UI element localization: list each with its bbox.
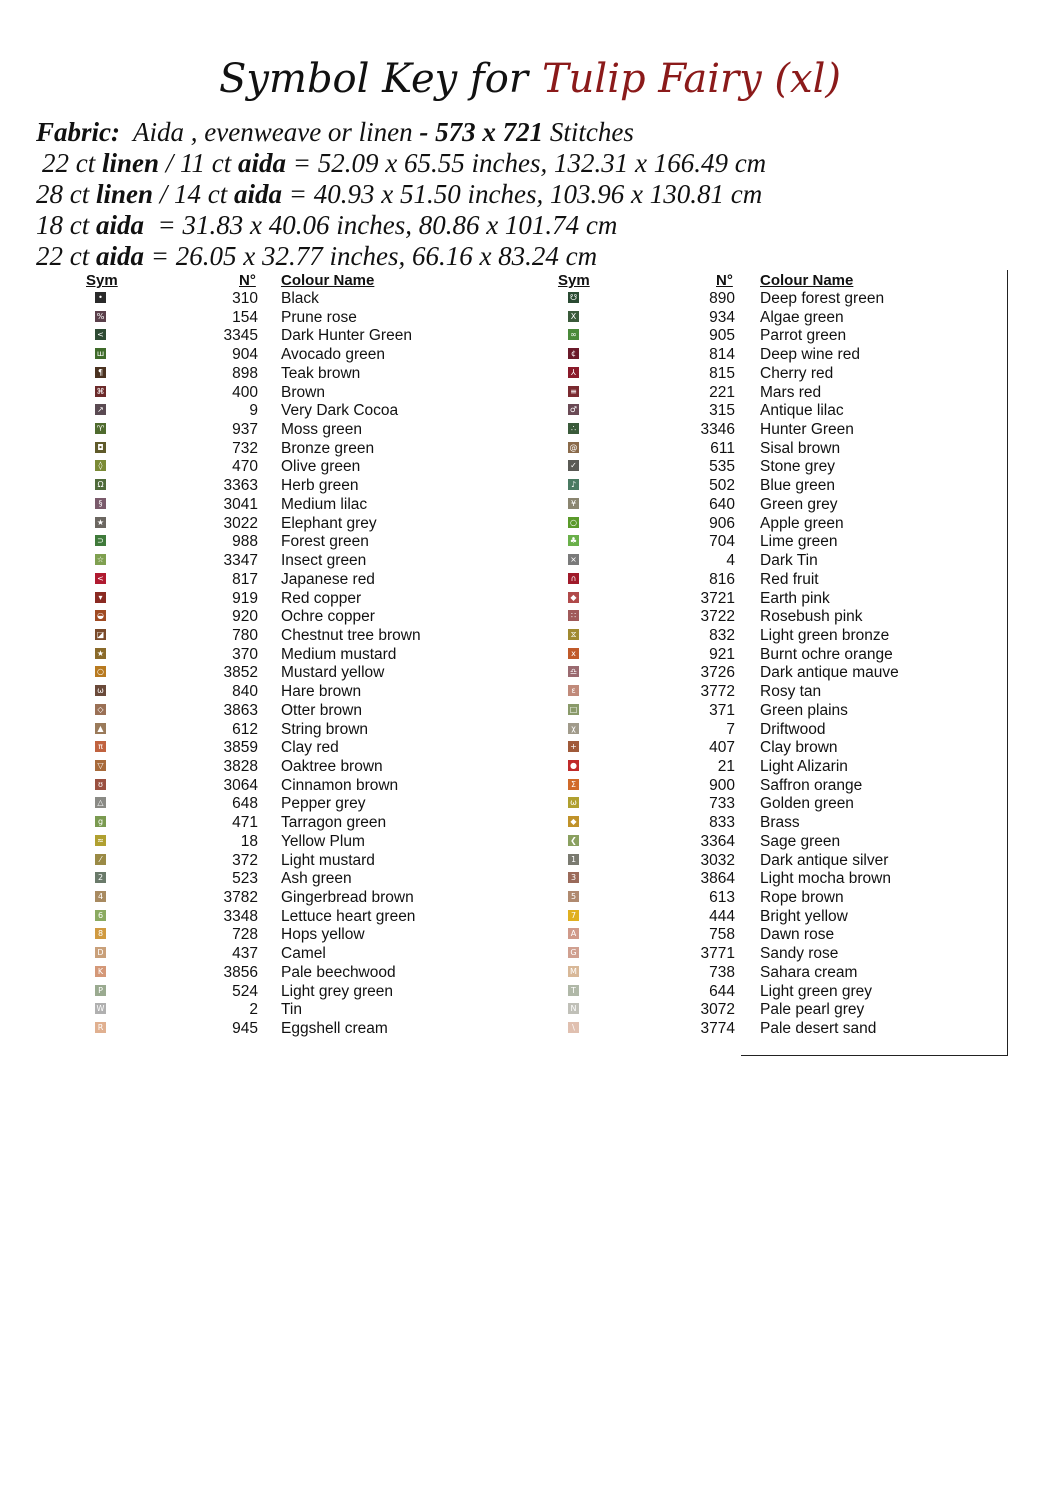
color-swatch: ☋ (569, 293, 578, 302)
dmc-number: 738 (709, 963, 735, 981)
colour-name: Sisal brown (760, 439, 841, 457)
dmc-number: 3771 (700, 945, 735, 963)
dmc-number: 3032 (700, 851, 735, 869)
color-swatch: 3 (568, 872, 579, 883)
color-swatch: ♈ (96, 424, 105, 434)
color-swatch: R (95, 1022, 106, 1033)
color-swatch: π (95, 741, 106, 752)
colour-name: Chestnut tree brown (281, 626, 421, 644)
colour-name: Moss green (281, 421, 362, 439)
colour-name: Insect green (281, 552, 367, 570)
color-swatch: ★ (96, 648, 105, 658)
colour-name: Black (281, 290, 319, 307)
colour-name: Antique lilac (760, 402, 844, 420)
dmc-number: 3864 (700, 870, 735, 888)
dmc-number: 372 (232, 851, 258, 869)
num-header: N° (239, 272, 256, 289)
color-swatch: 8 (95, 928, 106, 939)
color-swatch: ≈ (95, 835, 106, 846)
color-swatch: ◆ (568, 816, 579, 827)
dmc-number: 444 (709, 907, 735, 925)
dmc-number: 4 (726, 552, 735, 570)
color-swatch: § (95, 498, 106, 509)
dmc-number: 945 (232, 1020, 258, 1038)
colour-name: Red copper (281, 589, 362, 607)
dmc-number: 904 (232, 346, 258, 364)
colour-name: Earth pink (760, 589, 830, 607)
dmc-number: 3852 (223, 664, 258, 682)
colour-name: Green grey (760, 495, 838, 513)
colour-name: Pale desert sand (760, 1020, 877, 1038)
colour-name: Dark antique mauve (760, 664, 899, 682)
page-title (0, 56, 1060, 102)
dmc-number: 640 (709, 495, 735, 513)
color-swatch: ◆ (568, 592, 579, 603)
dmc-number: 310 (232, 290, 258, 307)
colour-name: Brown (281, 383, 325, 401)
dmc-number: 3022 (223, 514, 258, 532)
colour-name: String brown (281, 720, 369, 738)
dmc-number: 921 (709, 645, 735, 663)
colour-name: Hare brown (281, 683, 362, 701)
color-swatch: 5 (568, 891, 579, 902)
dmc-number: 900 (709, 776, 735, 794)
dmc-number: 3774 (700, 1020, 735, 1038)
dmc-number: 3782 (223, 889, 258, 907)
colour-name: Bright yellow (760, 907, 848, 925)
color-swatch: x (568, 648, 579, 659)
color-swatch: ¢ (568, 348, 579, 359)
dmc-number: 371 (709, 701, 735, 719)
dmc-number: 833 (709, 814, 735, 832)
dmc-number: 3347 (223, 552, 258, 570)
color-swatch: Ω (95, 479, 106, 490)
colour-name: Mustard yellow (281, 664, 385, 682)
colour-name: Lime green (760, 533, 838, 551)
dmc-number: 840 (232, 683, 258, 701)
dmc-number: 3064 (223, 776, 258, 794)
color-swatch: ⊃ (95, 535, 106, 546)
color-swatch: ♂ (569, 405, 578, 415)
color-swatch: ◒ (95, 610, 106, 621)
colour-name: Apple green (760, 514, 844, 532)
fabric-size-row: 22 ct linen / 11 ct aida = 52.09 x 65.55 inches, 132.31 x 166.49 cm (42, 148, 767, 178)
colour-name: Avocado green (281, 346, 385, 364)
dmc-number: 898 (232, 364, 258, 382)
colour-name: Light Alizarin (760, 758, 848, 775)
color-swatch: • (95, 292, 106, 303)
color-swatch: G (568, 947, 579, 958)
color-swatch: X (568, 311, 579, 322)
color-swatch: ◘ (95, 442, 106, 453)
colour-name: Prune rose (281, 308, 357, 326)
color-swatch: P (95, 985, 106, 996)
dmc-number: 535 (709, 458, 735, 476)
dmc-number: 733 (709, 795, 735, 813)
fabric-size-row: 28 ct linen / 14 ct aida = 40.93 x 51.50 inches, 103.96 x 130.81 cm (36, 179, 763, 209)
colour-name: Ochre copper (281, 608, 375, 626)
color-swatch: % (96, 311, 105, 321)
color-swatch: ¶ (95, 367, 106, 378)
dmc-number: 3346 (700, 421, 735, 439)
dmc-number: 612 (232, 720, 258, 738)
dmc-number: 154 (232, 308, 258, 326)
dmc-number: 523 (232, 870, 258, 888)
dmc-number: 920 (232, 608, 258, 626)
colour-name: Light grey green (281, 982, 394, 1000)
colour-name: Deep wine red (760, 346, 860, 364)
colour-name: Very Dark Cocoa (281, 402, 399, 420)
colour-name: Eggshell cream (281, 1020, 388, 1038)
dmc-number: 732 (232, 439, 258, 457)
dmc-number: 3364 (700, 832, 735, 850)
dmc-number: 3772 (700, 683, 735, 701)
fabric-dash: - (419, 117, 429, 147)
dmc-number: 988 (232, 533, 258, 551)
colour-name: Bronze green (281, 439, 375, 457)
colour-name-header: Colour Name (760, 272, 854, 289)
color-swatch: 2 (95, 872, 106, 883)
color-swatch: K (95, 966, 106, 977)
colour-name: Medium lilac (281, 495, 368, 513)
dmc-number: 611 (710, 439, 735, 457)
dmc-number: 814 (709, 346, 735, 364)
table-border-right (1007, 270, 1008, 1056)
colour-name: Dawn rose (760, 926, 835, 944)
colour-name: Rosebush pink (760, 608, 863, 626)
colour-name: Forest green (281, 533, 369, 551)
table-border-bottom (741, 1055, 1008, 1056)
dmc-number: 7 (726, 720, 735, 738)
colour-name: Japanese red (281, 570, 375, 588)
dmc-number: 3863 (223, 701, 258, 719)
colour-name: Rope brown (760, 889, 844, 907)
color-swatch: ω (95, 685, 106, 696)
dmc-number: 400 (232, 383, 258, 401)
dmc-number: 890 (709, 290, 735, 307)
color-swatch: □ (569, 704, 578, 714)
colour-name: Ash green (281, 870, 352, 888)
color-swatch: ∷ (568, 610, 579, 621)
colour-name: Sahara cream (760, 963, 858, 981)
dmc-number: 21 (717, 758, 735, 775)
colour-name: Driftwood (760, 720, 826, 738)
dmc-number: 758 (709, 926, 735, 944)
dmc-number: 648 (232, 795, 258, 813)
dmc-number: 3041 (223, 495, 258, 513)
color-swatch: ∞ (568, 329, 579, 340)
dmc-number: 832 (709, 626, 735, 644)
dmc-number: 3072 (700, 1001, 735, 1019)
color-swatch: \ (568, 1022, 579, 1033)
fabric-line (36, 117, 634, 148)
colour-name: Herb green (281, 477, 359, 495)
dmc-number: 905 (709, 327, 735, 345)
color-swatch: ʊ (95, 779, 106, 790)
color-swatch: ✓ (568, 460, 579, 471)
dmc-number: 3348 (223, 907, 258, 925)
colour-name: Stone grey (760, 458, 835, 476)
dmc-number: 221 (709, 383, 735, 401)
title-prefix: Symbol Key for (219, 56, 528, 102)
colour-name: Algae green (760, 308, 844, 326)
colour-name: Dark antique silver (760, 851, 889, 869)
color-swatch: ◊ (95, 460, 106, 471)
dmc-number: 502 (709, 477, 735, 495)
dmc-number: 934 (709, 308, 735, 326)
color-swatch: ∴ (568, 423, 579, 434)
color-swatch: ↗ (95, 404, 106, 415)
colour-name: Light mocha brown (760, 870, 891, 888)
colour-name: Brass (760, 814, 800, 832)
colour-name: Dark Tin (760, 552, 818, 570)
color-swatch: ♎ (569, 667, 578, 677)
fabric-label: Fabric: (36, 117, 120, 147)
color-swatch: ◪ (96, 629, 105, 639)
fabric-types: Aida , evenweave or linen (133, 117, 413, 147)
color-swatch: W (96, 1004, 105, 1014)
dmc-number: 3828 (223, 758, 258, 775)
color-swatch: ⌘ (96, 386, 105, 396)
colour-name: Deep forest green (760, 290, 885, 307)
colour-name: Light green grey (760, 982, 873, 1000)
pattern-name: Tulip Fairy (xl) (541, 56, 841, 102)
num-header: N° (716, 272, 733, 289)
colour-name: Tarragon green (281, 814, 387, 832)
color-swatch: g (95, 816, 106, 827)
dmc-number: 704 (709, 533, 735, 551)
dmc-number: 3721 (700, 589, 735, 607)
color-swatch: ○ (95, 666, 106, 677)
color-swatch: △ (95, 797, 106, 808)
color-swatch: < (95, 329, 106, 340)
colour-name: Camel (281, 945, 326, 963)
dmc-number: 937 (232, 421, 258, 439)
color-swatch: @ (569, 442, 578, 452)
dmc-number: 817 (232, 570, 258, 588)
colour-name: Burnt ochre orange (760, 645, 893, 663)
colour-name: Pale pearl grey (760, 1001, 865, 1019)
color-swatch: D (95, 947, 106, 958)
colour-name: Medium mustard (281, 645, 397, 663)
color-swatch: ○ (568, 517, 579, 528)
colour-name: Pepper grey (281, 795, 366, 813)
colour-name: Blue green (760, 477, 835, 495)
colour-name: Hops yellow (281, 926, 365, 944)
color-swatch: ♣ (569, 536, 578, 546)
dmc-number: 728 (232, 926, 258, 944)
dmc-number: 815 (709, 364, 735, 382)
dmc-number: 816 (709, 570, 735, 588)
colour-name: Oaktree brown (281, 758, 383, 775)
color-swatch: ▲ (95, 723, 106, 734)
color-swatch: ▾ (95, 592, 106, 603)
colour-name: Saffron orange (760, 776, 863, 794)
dmc-number: 2 (249, 1001, 258, 1019)
color-swatch: 1 (568, 854, 579, 865)
stitches-word: Stitches (549, 117, 634, 147)
color-swatch: A (568, 928, 579, 939)
dmc-number: 18 (240, 832, 258, 850)
colour-name: Hunter Green (760, 421, 854, 439)
dmc-number: 613 (709, 889, 735, 907)
dmc-number: 906 (709, 514, 735, 532)
dmc-number: 780 (232, 626, 258, 644)
colour-name: Clay brown (760, 739, 838, 757)
color-swatch: ≡ (568, 386, 579, 397)
color-swatch: ω (568, 797, 579, 808)
color-swatch: T (568, 985, 579, 996)
color-swatch: ▽ (95, 760, 106, 771)
color-swatch: + (568, 741, 579, 752)
dmc-number: 471 (232, 814, 258, 832)
color-swatch: 4 (95, 891, 106, 902)
stitch-count: 573 x 721 (435, 117, 544, 147)
dmc-number: 3859 (223, 739, 258, 757)
fabric-size-row: 22 ct aida = 26.05 x 32.77 inches, 66.16 x 83.24 cm (36, 241, 598, 271)
dmc-number: 524 (232, 982, 258, 1000)
colour-name: Mars red (760, 383, 822, 401)
colour-name: Cinnamon brown (281, 776, 399, 794)
dmc-number: 3726 (700, 664, 735, 682)
colour-name: Dark Hunter Green (281, 327, 412, 345)
colour-name: Gingerbread brown (281, 889, 414, 907)
colour-name: Tin (281, 1001, 302, 1019)
colour-name: Green plains (760, 701, 848, 719)
dmc-number: 9 (249, 402, 258, 420)
color-swatch: ♪ (568, 479, 579, 490)
colour-name: Light green bronze (760, 626, 890, 644)
colour-name: Sandy rose (760, 945, 839, 963)
sym-header: Sym (558, 272, 590, 289)
dmc-number: 3363 (223, 477, 258, 495)
color-swatch: ¥ (568, 498, 579, 509)
color-swatch: < (95, 573, 106, 584)
colour-name: Lettuce heart green (281, 907, 416, 925)
color-swatch: N (568, 1003, 579, 1014)
colour-name: Light mustard (281, 851, 375, 869)
color-swatch: ∩ (568, 573, 579, 584)
sym-header: Sym (86, 272, 118, 289)
color-swatch: 6 (95, 910, 106, 921)
color-swatch: ★ (96, 517, 105, 527)
color-swatch: ⧖ (568, 629, 579, 640)
dmc-number: 3856 (223, 963, 258, 981)
colour-name: Clay red (281, 739, 339, 757)
colour-name: Teak brown (281, 364, 361, 382)
color-swatch: χ (568, 723, 579, 734)
color-swatch: 7 (568, 910, 579, 921)
color-swatch: ☆ (96, 555, 105, 565)
color-swatch: × (568, 554, 579, 565)
dmc-number: 3722 (700, 608, 735, 626)
colour-name: Rosy tan (760, 683, 822, 701)
dmc-number: 437 (232, 945, 258, 963)
colour-name: Olive green (281, 458, 361, 476)
color-swatch: M (568, 966, 579, 977)
dmc-number: 919 (232, 589, 258, 607)
color-swatch: ε (568, 685, 579, 696)
color-swatch: Σ (568, 779, 579, 790)
colour-name: Pale beechwood (281, 963, 396, 981)
colour-name: Parrot green (760, 327, 847, 345)
dmc-number: 3345 (223, 327, 258, 345)
dmc-number: 644 (709, 982, 735, 1000)
color-swatch: ◇ (95, 704, 106, 715)
color-swatch: ⁄ (95, 854, 106, 865)
dmc-number: 315 (709, 402, 735, 420)
color-swatch: ш (96, 349, 105, 359)
colour-name: Red fruit (760, 570, 819, 588)
colour-name: Elephant grey (281, 514, 377, 532)
dmc-number: 407 (709, 739, 735, 757)
colour-name-header: Colour Name (281, 272, 375, 289)
color-swatch: ❮ (568, 835, 579, 846)
fabric-size-row: 18 ct aida = 31.83 x 40.06 inches, 80.86 x 101.74 cm (36, 210, 618, 240)
color-swatch: ● (568, 760, 579, 771)
colour-name: Yellow Plum (281, 832, 365, 850)
dmc-number: 370 (232, 645, 258, 663)
colour-name: Otter brown (281, 701, 362, 719)
colour-name: Golden green (760, 795, 854, 813)
color-swatch: ⅄ (568, 367, 579, 378)
dmc-number: 470 (232, 458, 258, 476)
colour-name: Cherry red (760, 364, 834, 382)
colour-name: Sage green (760, 832, 841, 850)
